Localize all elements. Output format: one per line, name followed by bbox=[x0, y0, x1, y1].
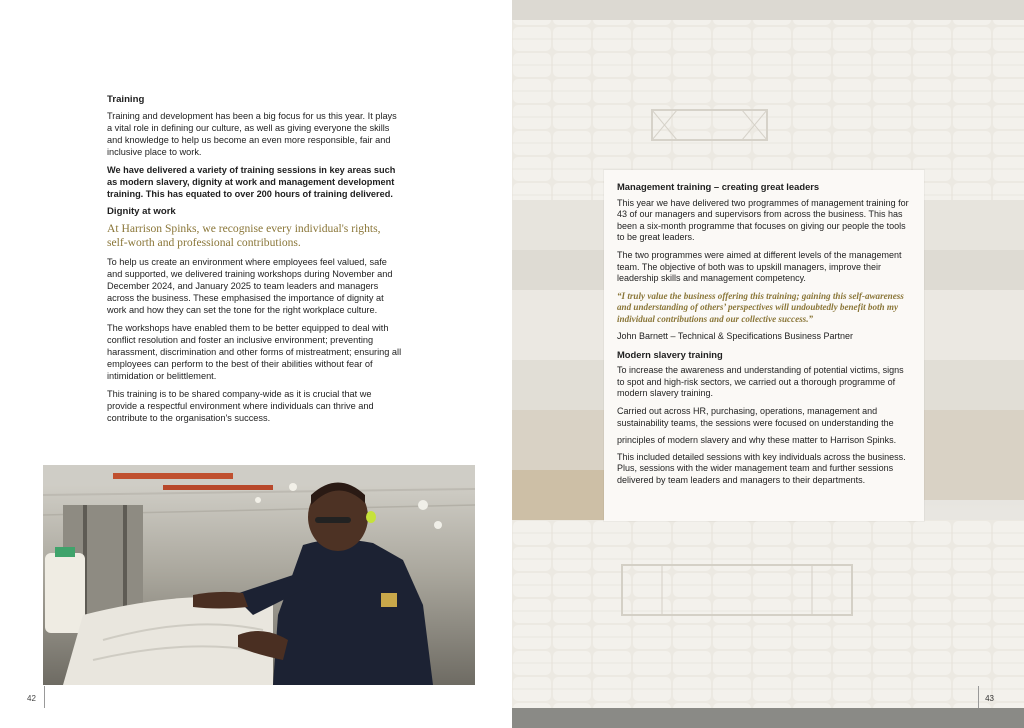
management-heading: Management training – creating great leaders bbox=[617, 181, 820, 192]
page-number-rule-left bbox=[44, 686, 45, 708]
factory-worker-illustration bbox=[43, 465, 475, 685]
dignity-paragraph-2: The workshops have enabled them to be better equipped to deal with conflict resolution and foster an inclusive environment; preventing harassment, discrimination and other forms of mistreatment; ensuring all employees can perform to the best of their abilities without fear of intimidation or belittlement. bbox=[107, 323, 402, 381]
quote-attribution: John Barnett – Technical & Specifications Business Partner bbox=[617, 330, 853, 341]
dignity-heading: Dignity at work bbox=[107, 206, 176, 217]
dignity-pull-quote: At Harrison Spinks, we recognise every individual's rights, self-worth and professional contributions. bbox=[107, 222, 381, 249]
slavery-paragraph-1: To increase the awareness and understanding of potential victims, signs to spot and high-risk sectors, we carried out a thorough programme of modern slavery training. bbox=[617, 365, 904, 399]
page-number-right: 43 bbox=[985, 694, 994, 703]
management-quote: “I truly value the business offering this training; gaining this self-awareness and understanding of others’ perspectives will undoubtedly benefit both my individual contributions and our collective success.” bbox=[617, 290, 904, 324]
training-paragraph: Training and development has been a big focus for us this year. It plays a vital role in defining our culture, as well as giving everyone the skills and knowledge to help us become an even more responsible, fair and inclusive place to work. bbox=[107, 111, 397, 157]
slavery-paragraph-3: principles of modern slavery and why these matter to Harrison Spinks. bbox=[617, 435, 897, 446]
text-panel-content bbox=[617, 181, 913, 493]
factory-worker-photo bbox=[43, 465, 475, 685]
management-paragraph-1: This year we have delivered two programmes of management training for 43 of our managers and supervisors from across the business. This has been a six-month programme that focuses on giving our people the tools to be great leaders. bbox=[617, 197, 909, 243]
slavery-heading: Modern slavery training bbox=[617, 348, 723, 360]
training-highlight: We have delivered a variety of training sessions in key areas such as modern slavery, dignity at work and management development training. This has equated to over 200 hours of training delivered. bbox=[107, 165, 396, 199]
left-text-column bbox=[107, 94, 403, 430]
training-heading: Training bbox=[107, 94, 145, 105]
page-number-rule-right bbox=[978, 686, 979, 708]
slavery-paragraph-2: Carried out across HR, purchasing, operations, management and sustainability teams, the sessions were focused on understanding the bbox=[617, 405, 894, 428]
dignity-paragraph-3: This training is to be shared company-wide as it is crucial that we provide a respectful environment where individuals can thrive and contribute to the organisation's success. bbox=[107, 389, 374, 423]
dignity-paragraph-1: To help us create an environment where employees feel valued, safe and supported, we delivered training workshops during November and December 2024, and January 2025 to team leaders and managers across the business. These emphasised the importance of dignity at work and how they can set the tone for the right workplace culture. bbox=[107, 257, 393, 315]
page-number-left: 42 bbox=[27, 694, 36, 703]
slavery-paragraph-4: This included detailed sessions with key individuals across the business. Plus, sessions with the wider management team and further sessions delivered by team leaders and managers to their departments. bbox=[617, 451, 906, 485]
text-panel bbox=[604, 170, 924, 521]
management-paragraph-2: The two programmes were aimed at different levels of the management team. The objective of both was to upskill managers, improve their leadership skills and management competency. bbox=[617, 249, 902, 284]
